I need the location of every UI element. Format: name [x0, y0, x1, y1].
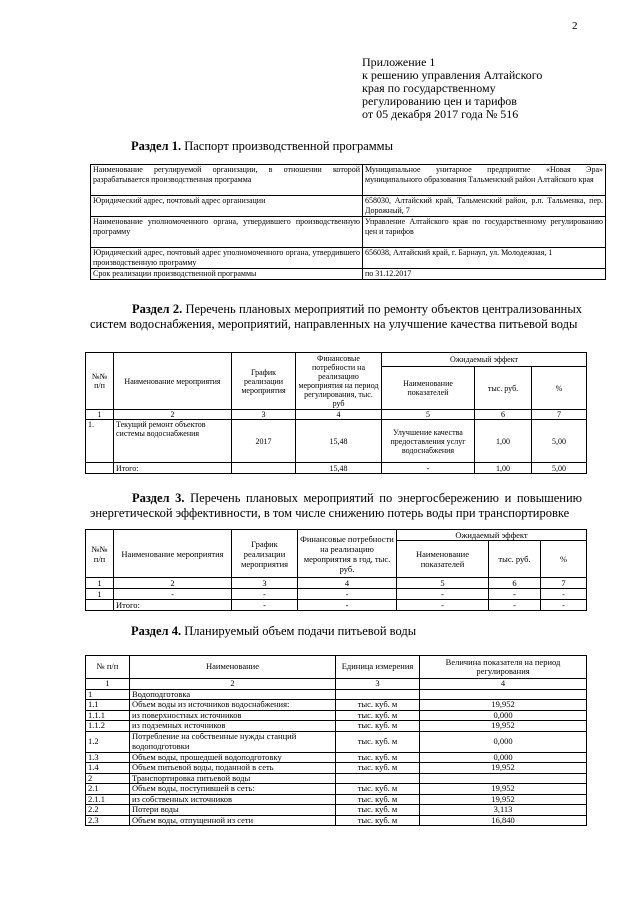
total-label: Итого: [114, 600, 232, 611]
section3-title-text: Перечень плановых мероприятий по энергосбережению и повышению энергетической эффективности, в том числе снижению потерь воды при транспортировке [90, 491, 582, 520]
table-row [86, 731, 587, 752]
row-num: 1 [86, 589, 114, 600]
total-finance: - [298, 600, 397, 611]
total-thousand: 1,00 [475, 463, 532, 474]
col-number: 6 [489, 578, 541, 589]
row-num: 1.1.2 [86, 721, 130, 732]
row-finance: 15,48 [296, 420, 382, 463]
col-number: 2 [114, 410, 232, 420]
row-thousand: 1,00 [475, 420, 532, 463]
section1-title-text: Паспорт производственной программы [181, 139, 393, 153]
row-unit: тыс. куб. м [336, 731, 420, 752]
table-row [86, 763, 587, 774]
col-number: 7 [532, 410, 587, 420]
row-num: 1. [86, 420, 114, 463]
col-header-finance: Финансовые потребности на реализацию мероприятия на период регулирования, тыс. руб [296, 353, 382, 410]
passport-label: Юридический адрес, почтовый адрес уполномоченного органа, утвердившего производственную программу [91, 248, 363, 269]
row-num: 1.1 [86, 700, 130, 711]
section4-title [131, 624, 591, 639]
row-num: 1.1.1 [86, 710, 130, 721]
col-header-percent: % [541, 541, 587, 578]
row-name: Потребление на собственные нужды станций водоподготовки [130, 731, 336, 752]
row-indicator: - [397, 589, 489, 600]
col-header-name: Наименование мероприятия [114, 530, 232, 578]
row-name: - [114, 589, 232, 600]
page-number: 2 [572, 20, 578, 32]
row-num: 2 [86, 773, 130, 784]
row-value: 16,840 [420, 815, 587, 826]
col-number: 5 [382, 410, 475, 420]
column-number-row [86, 578, 587, 589]
row-name: Объем воды, прошедшей водоподготовку [130, 752, 336, 763]
table-header-row [86, 656, 587, 679]
table-header-row [86, 353, 587, 367]
col-header-num: №№ п/п [86, 353, 114, 410]
col-number: 4 [420, 679, 587, 690]
empty-cell [86, 463, 114, 474]
row-value: 3,113 [420, 805, 587, 816]
col-header-thousand: тыс. руб. [475, 367, 532, 410]
total-indicator: - [382, 463, 475, 474]
row-thousand: - [489, 589, 541, 600]
col-header-name: Наименование [130, 656, 336, 679]
row-value: 19,952 [420, 700, 587, 711]
section4-label: Раздел 4. [131, 624, 182, 638]
empty-cell [232, 463, 296, 474]
appendix-line: к решению управления Алтайского [362, 68, 543, 82]
row-name: Объем воды, поступившей в сеть: [130, 784, 336, 795]
row-name: Текущий ремонт объектов системы водоснабжения [114, 420, 232, 463]
col-number: 6 [475, 410, 532, 420]
col-header-finance: Финансовые потребности на реализацию мероприятия в год, тыс. руб. [298, 530, 397, 578]
row-value: 0,000 [420, 710, 587, 721]
total-indicator: - [397, 600, 489, 611]
row-name: Транспортировка питьевой воды [130, 773, 336, 784]
col-number: 3 [336, 679, 420, 690]
section4-title-text: Планируемый объем подачи питьевой воды [181, 624, 417, 638]
total-finance: 15,48 [296, 463, 382, 474]
row-name: из собственных источников [130, 794, 336, 805]
section2-title-text: Перечень плановых мероприятий по ремонту объектов централизованных систем водоснабжения, мероприятий, направленных на улучшение качества питьевой воды [90, 302, 582, 331]
row-name: из поверхностных источников [130, 710, 336, 721]
col-header-indicator: Наименование показателей [382, 367, 475, 410]
row-name: Потери воды [130, 805, 336, 816]
total-schedule: - [232, 600, 298, 611]
col-header-thousand: тыс. руб. [489, 541, 541, 578]
column-number-row [86, 679, 587, 690]
row-num: 2.1 [86, 784, 130, 795]
total-label: Итого: [114, 463, 232, 474]
passport-label: Наименование регулируемой организации, в отношении которой разрабатывается производственная программа [91, 165, 363, 196]
table-row [86, 773, 587, 784]
passport-table [90, 164, 606, 280]
row-unit: тыс. куб. м [336, 700, 420, 711]
passport-label: Наименование уполномоченного органа, утвердившего производственную программу [91, 217, 363, 248]
table-row [91, 165, 606, 196]
row-num: 2.2 [86, 805, 130, 816]
col-number: 5 [397, 578, 489, 589]
section2-label: Раздел 2. [132, 302, 183, 316]
energy-saving-table [85, 529, 587, 611]
table-row [86, 815, 587, 826]
col-number: 2 [114, 578, 232, 589]
row-name: Водоподготовка [130, 689, 336, 700]
row-num: 1.4 [86, 763, 130, 774]
col-number: 1 [86, 410, 114, 420]
col-number: 7 [541, 578, 587, 589]
col-number: 4 [298, 578, 397, 589]
passport-label: Срок реализации производственной программы [91, 269, 363, 280]
row-unit: тыс. куб. м [336, 710, 420, 721]
col-header-indicator: Наименование показателей [397, 541, 489, 578]
row-unit: тыс. куб. м [336, 752, 420, 763]
row-num: 1.3 [86, 752, 130, 763]
row-percent: - [541, 589, 587, 600]
row-unit: тыс. куб. м [336, 815, 420, 826]
row-percent: 5,00 [532, 420, 587, 463]
total-percent: 5,00 [532, 463, 587, 474]
col-header-num: №№ п/п [86, 530, 114, 578]
section3-title [90, 491, 582, 521]
table-row [91, 269, 606, 280]
table-row [91, 196, 606, 217]
total-thousand: - [489, 600, 541, 611]
passport-value: по 31.12.2017 [363, 269, 606, 280]
passport-value: Муниципальное унитарное предприятие «Новая Эра» муниципального образования Тальменский район Алтайского края [363, 165, 606, 196]
row-unit: тыс. куб. м [336, 784, 420, 795]
col-header-num: № п/п [86, 656, 130, 679]
row-value: 0,000 [420, 731, 587, 752]
row-num: 2.3 [86, 815, 130, 826]
col-header-effect: Ожидаемый эффект [397, 530, 587, 541]
col-header-name: Наименование мероприятия [114, 353, 232, 410]
row-schedule: - [232, 589, 298, 600]
col-number: 1 [86, 679, 130, 690]
table-row [86, 784, 587, 795]
row-num: 2.1.1 [86, 794, 130, 805]
col-number: 1 [86, 578, 114, 589]
col-number: 4 [296, 410, 382, 420]
row-value: 19,952 [420, 794, 587, 805]
section1-title [131, 139, 591, 154]
section2-title [90, 302, 582, 332]
row-value [420, 689, 587, 700]
appendix-line: регулированию цен и тарифов [362, 94, 517, 108]
passport-value: 656038, Алтайский край, г. Барнаул, ул. Молодежная, 1 [363, 248, 606, 269]
column-number-row [86, 410, 587, 420]
row-unit: тыс. куб. м [336, 794, 420, 805]
table-row [86, 805, 587, 816]
col-header-unit: Единица измерения [336, 656, 420, 679]
row-indicator: Улучшение качества предоставления услуг водоснабжения [382, 420, 475, 463]
repair-measures-table [85, 352, 587, 474]
col-number: 2 [130, 679, 336, 690]
total-row [86, 600, 587, 611]
total-percent: - [541, 600, 587, 611]
table-header-row [86, 530, 587, 541]
table-row [86, 794, 587, 805]
row-unit [336, 689, 420, 700]
table-row [91, 248, 606, 269]
row-name: Объем воды из источников водоснабжения: [130, 700, 336, 711]
table-row [86, 700, 587, 711]
table-row [86, 752, 587, 763]
passport-value: 658030, Алтайский край, Тальменский район, р.п. Тальменка, пер. Дорожный, 7 [363, 196, 606, 217]
row-schedule: 2017 [232, 420, 296, 463]
row-value: 19,952 [420, 763, 587, 774]
water-supply-volume-table [85, 655, 587, 826]
row-finance: - [298, 589, 397, 600]
col-number: 3 [232, 578, 298, 589]
row-name: Объем питьевой воды, поданной в сеть [130, 763, 336, 774]
appendix-line: края по государственному [362, 81, 496, 95]
appendix-line: Приложение 1 [362, 55, 436, 69]
row-name: Объем воды, отпущенной из сети [130, 815, 336, 826]
total-row [86, 463, 587, 474]
row-value: 0,000 [420, 752, 587, 763]
col-header-effect: Ожидаемый эффект [382, 353, 587, 367]
row-name: из подземных источников [130, 721, 336, 732]
appendix-line: от 05 декабря 2017 года № 516 [362, 107, 519, 121]
passport-value: Управление Алтайского края по государственному регулированию цен и тарифов [363, 217, 606, 248]
table-row [86, 710, 587, 721]
table-row [91, 217, 606, 248]
row-unit: тыс. куб. м [336, 805, 420, 816]
col-header-schedule: График реализации мероприятия [232, 530, 298, 578]
row-unit: тыс. куб. м [336, 721, 420, 732]
row-unit: тыс. куб. м [336, 763, 420, 774]
row-value: 19,952 [420, 721, 587, 732]
row-value: 19,952 [420, 784, 587, 795]
row-value [420, 773, 587, 784]
col-header-value: Величина показателя на период регулирования [420, 656, 587, 679]
table-row [86, 689, 587, 700]
col-number: 3 [232, 410, 296, 420]
table-row [86, 721, 587, 732]
table-row [86, 589, 587, 600]
row-num: 1.2 [86, 731, 130, 752]
section1-label: Раздел 1. [131, 139, 182, 153]
passport-label: Юридический адрес, почтовый адрес организации [91, 196, 363, 217]
row-unit [336, 773, 420, 784]
empty-cell [86, 600, 114, 611]
section3-label: Раздел 3. [132, 491, 185, 505]
appendix-header [362, 56, 542, 121]
table-row [86, 420, 587, 463]
col-header-percent: % [532, 367, 587, 410]
row-num: 1 [86, 689, 130, 700]
col-header-schedule: График реализации мероприятия [232, 353, 296, 410]
